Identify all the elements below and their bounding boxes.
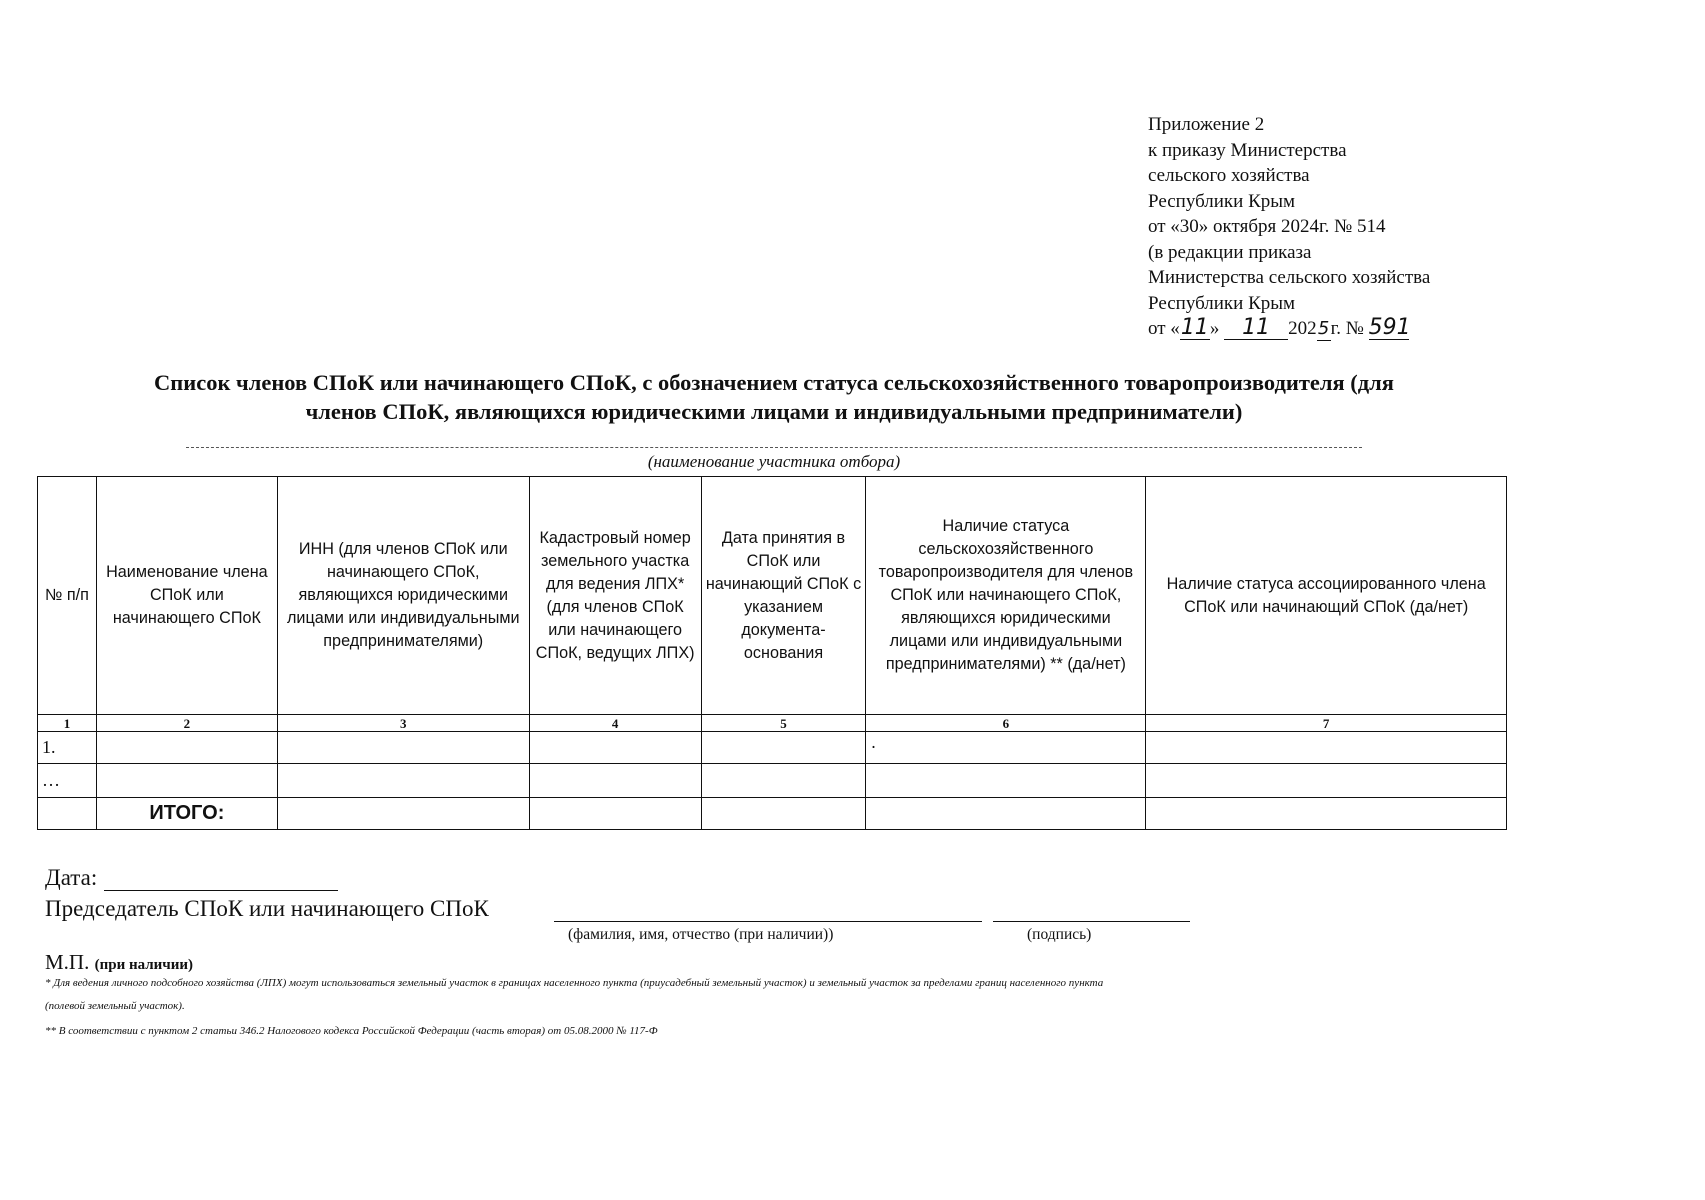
- table-row: [38, 732, 1507, 764]
- column-number: 6: [866, 715, 1146, 732]
- header-producer-status: Наличие статуса сельскохозяйственного товаропроизводителя для членов СПоК или начинающего СПоК, являющихся юридическими лицами или индивидуальными предпринимателями) ** (да/нет): [866, 477, 1146, 715]
- table-cell: [1146, 798, 1507, 830]
- header-cadastral-number: Кадастровый номер земельного участка для ведения ЛПХ* (для членов СПоК или начинающего СПоК, ведущих ЛПХ): [529, 477, 701, 715]
- header-index: № п/п: [38, 477, 97, 715]
- title-line-1: Список членов СПоК или начинающего СПоК, с обозначением статуса сельскохозяйственного товаропроизводителя (для: [154, 370, 1394, 395]
- stamp-hint: (при наличии): [94, 957, 194, 973]
- total-label: ИТОГО:: [96, 798, 277, 830]
- appendix-line-3: сельского хозяйства: [1148, 165, 1310, 186]
- edit-number-handwritten: 591: [1368, 315, 1411, 340]
- column-number: 3: [277, 715, 529, 732]
- appendix-line-6: (в редакции приказа: [1148, 241, 1312, 263]
- header-admission-date: Дата принятия в СПоК или начинающий СПоК с указанием документа-основания: [701, 477, 866, 715]
- total-row: [38, 798, 1507, 830]
- participant-caption: (наименование участника отбора): [647, 452, 901, 471]
- date-field-line[interactable]: [104, 890, 338, 891]
- name-hint: (фамилия, имя, отчество (при наличии)): [568, 926, 834, 943]
- header-associated-status: Наличие статуса ассоциированного члена СПоК или начинающий СПоК (да/нет): [1146, 477, 1507, 715]
- column-number: 2: [96, 715, 277, 732]
- table-row: [38, 764, 1507, 798]
- edit-month-handwritten: 11: [1224, 317, 1288, 340]
- appendix-line-5: от «30» октября 2024г. № 514: [1148, 216, 1386, 237]
- table-cell: [96, 764, 277, 798]
- table-cell: [38, 798, 97, 830]
- appendix-edit-line: [1148, 316, 1430, 342]
- table-cell: [701, 798, 866, 830]
- edit-prefix: от «: [1148, 318, 1180, 339]
- appendix-line-7: Министерства сельского хозяйства: [1148, 267, 1431, 288]
- footnote-1-continued: (полевой земельный участок).: [45, 1000, 185, 1012]
- table-cell: [701, 732, 866, 764]
- table-cell: [529, 798, 701, 830]
- table-cell: [277, 764, 529, 798]
- header-inn: ИНН (для членов СПоК или начинающего СПоК, являющихся юридическими лицами или индивидуальными предпринимателями): [277, 477, 529, 715]
- appendix-line-2: к приказу Министерства: [1148, 139, 1347, 161]
- column-number: 7: [1146, 715, 1507, 732]
- edit-year-suffix: г. №: [1330, 318, 1364, 339]
- header-member-name: Наименование члена СПоК или начинающего СПоК: [96, 477, 277, 715]
- appendix-line-1: Приложение 2: [1148, 114, 1265, 135]
- members-table: [37, 476, 1507, 830]
- footnote-2: ** В соответствии с пунктом 2 статьи 346.2 Налогового кодекса Российской Федерации (часть вторая) от 05.08.2000 № 117-Ф: [45, 1025, 658, 1037]
- date-label: Дата:: [45, 865, 98, 890]
- document-title: [30, 368, 1518, 426]
- row-index: …: [38, 764, 97, 798]
- table-cell: [96, 732, 277, 764]
- edit-mid: »: [1209, 318, 1220, 339]
- footnote-1: * Для ведения личного подсобного хозяйства (ЛПХ) могут использоваться земельный участок в границах населенного пункта (приусадебный земельный участок) и земельный участок за пределами границ населенного пункта: [45, 977, 1104, 989]
- row-index: 1.: [38, 732, 97, 764]
- table-cell: [1146, 764, 1507, 798]
- table-cell: [529, 764, 701, 798]
- table-cell: ·: [866, 732, 1146, 764]
- table-cell: [866, 798, 1146, 830]
- header-row: [38, 477, 1507, 715]
- column-number: 5: [701, 715, 866, 732]
- edit-day-handwritten: 11: [1180, 315, 1209, 340]
- table-cell: [277, 798, 529, 830]
- stamp-label: М.П.: [45, 950, 90, 974]
- signature-hint: (подпись): [1027, 926, 1092, 943]
- table-cell: [1146, 732, 1507, 764]
- name-field-line[interactable]: [554, 921, 982, 922]
- participant-fill-line: [186, 447, 1362, 448]
- table-cell: [866, 764, 1146, 798]
- appendix-line-8: Республики Крым: [1148, 292, 1296, 314]
- edit-year-prefix: 202: [1288, 318, 1317, 339]
- title-line-2: членов СПоК, являющихся юридическими лицами и индивидуальными предприниматели): [305, 399, 1243, 424]
- column-number: 1: [38, 715, 97, 732]
- column-number: 4: [529, 715, 701, 732]
- edit-year-handwritten: 5: [1317, 318, 1330, 339]
- stamp-line: [45, 950, 193, 975]
- appendix-block: [1148, 112, 1430, 342]
- signature-field-line[interactable]: [993, 921, 1190, 922]
- chairman-label: Председатель СПоК или начинающего СПоК: [45, 896, 489, 921]
- table-cell: [701, 764, 866, 798]
- column-numbers-row: [38, 715, 1507, 732]
- table-cell: [277, 732, 529, 764]
- appendix-line-4: Республики Крым: [1148, 190, 1296, 212]
- table-cell: [529, 732, 701, 764]
